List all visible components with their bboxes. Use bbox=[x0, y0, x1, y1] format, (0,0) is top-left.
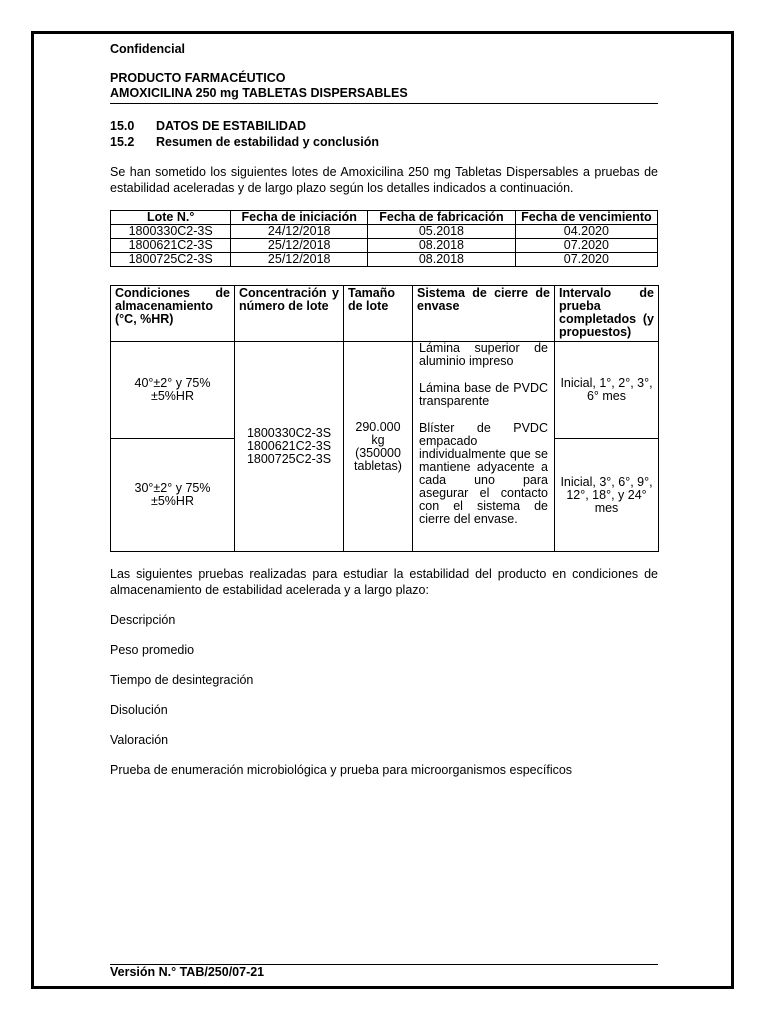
batch-size-cell: 290.000 kg (350000 tabletas) bbox=[344, 342, 413, 552]
manufacture-date-cell: 05.2018 bbox=[368, 225, 516, 239]
condition-cell: 30°±2° y 75% ±5%HR bbox=[111, 439, 235, 552]
subsection-heading bbox=[110, 135, 379, 149]
col-header-conditions: Condiciones de almacenamiento (°C, %HR) bbox=[111, 286, 235, 342]
storage-conditions-table bbox=[110, 285, 659, 552]
table-header-row bbox=[111, 286, 659, 342]
closure-system-cell bbox=[413, 342, 555, 552]
col-header-concentration: Concentración y número de lote bbox=[235, 286, 344, 342]
section-number: 15.0 bbox=[110, 119, 135, 133]
col-header-batch-size: Tamaño de lote bbox=[344, 286, 413, 342]
start-date-cell: 25/12/2018 bbox=[231, 253, 368, 267]
list-item: Descripción bbox=[110, 613, 176, 627]
list-item: Prueba de enumeración microbiológica y prueba para microorganismos específicos bbox=[110, 763, 573, 777]
lot-numbers-cell bbox=[235, 342, 344, 552]
table-row bbox=[111, 253, 658, 267]
interval-cell: Inicial, 1°, 2°, 3°, 6° mes bbox=[555, 342, 659, 439]
lots-table bbox=[110, 210, 658, 267]
start-date-cell: 24/12/2018 bbox=[231, 225, 368, 239]
expiry-date-cell: 04.2020 bbox=[515, 225, 657, 239]
list-item: Tiempo de desintegración bbox=[110, 673, 254, 687]
lot-number: 1800621C2-3S bbox=[246, 439, 332, 453]
product-name: AMOXICILINA 250 mg TABLETAS DISPERSABLES bbox=[110, 86, 408, 100]
lot-cell: 1800330C2-3S bbox=[111, 225, 231, 239]
col-header-expiry-date: Fecha de vencimiento bbox=[515, 211, 657, 225]
col-header-lot: Lote N.° bbox=[111, 211, 231, 225]
expiry-date-cell: 07.2020 bbox=[515, 253, 657, 267]
col-header-test-interval: Intervalo de prueba completados (y propuestos) bbox=[555, 286, 659, 342]
header-rule bbox=[110, 103, 658, 104]
col-header-closure-system: Sistema de cierre de envase bbox=[413, 286, 555, 342]
tests-intro-paragraph: Las siguientes pruebas realizadas para estudiar la estabilidad del producto en condiciones de almacenamiento de estabilidad acelerada y a largo plazo: bbox=[110, 567, 658, 597]
table-row bbox=[111, 225, 658, 239]
version-label: Versión N.° TAB/250/07-21 bbox=[110, 965, 265, 979]
table-row bbox=[111, 239, 658, 253]
table-row bbox=[111, 342, 659, 439]
col-header-manufacture-date: Fecha de fabricación bbox=[368, 211, 516, 225]
subsection-title: Resumen de estabilidad y conclusión bbox=[156, 135, 379, 149]
condition-cell: 40°±2° y 75% ±5%HR bbox=[111, 342, 235, 439]
closure-item: Lámina base de PVDC transparente bbox=[419, 381, 548, 408]
confidential-label: Confidencial bbox=[110, 42, 186, 56]
lot-number: 1800725C2-3S bbox=[246, 452, 332, 466]
product-category: PRODUCTO FARMACÉUTICO bbox=[110, 71, 286, 85]
section-title: DATOS DE ESTABILIDAD bbox=[156, 119, 307, 133]
expiry-date-cell: 07.2020 bbox=[515, 239, 657, 253]
table-header-row bbox=[111, 211, 658, 225]
closure-item: Blíster de PVDC empacado individualmente que se mantiene adyacente a cada uno para asegurar el contacto con el sistema de cierre del envase. bbox=[419, 421, 548, 526]
list-item: Valoración bbox=[110, 733, 169, 747]
intro-paragraph: Se han sometido los siguientes lotes de Amoxicilina 250 mg Tabletas Dispersables a pruebas de estabilidad aceleradas y de largo plazo según los detalles indicados a continuación. bbox=[110, 165, 658, 195]
start-date-cell: 25/12/2018 bbox=[231, 239, 368, 253]
list-item: Peso promedio bbox=[110, 643, 195, 657]
manufacture-date-cell: 08.2018 bbox=[368, 253, 516, 267]
closure-item: Lámina superior de aluminio impreso bbox=[419, 341, 548, 368]
col-header-start-date: Fecha de iniciación bbox=[231, 211, 368, 225]
manufacture-date-cell: 08.2018 bbox=[368, 239, 516, 253]
lot-cell: 1800725C2-3S bbox=[111, 253, 231, 267]
list-item: Disolución bbox=[110, 703, 168, 717]
lot-cell: 1800621C2-3S bbox=[111, 239, 231, 253]
lot-number: 1800330C2-3S bbox=[246, 426, 332, 440]
subsection-number: 15.2 bbox=[110, 135, 135, 149]
section-heading bbox=[110, 119, 306, 133]
interval-cell: Inicial, 3°, 6°, 9°, 12°, 18°, y 24° mes bbox=[555, 439, 659, 552]
tests-list bbox=[110, 612, 572, 792]
